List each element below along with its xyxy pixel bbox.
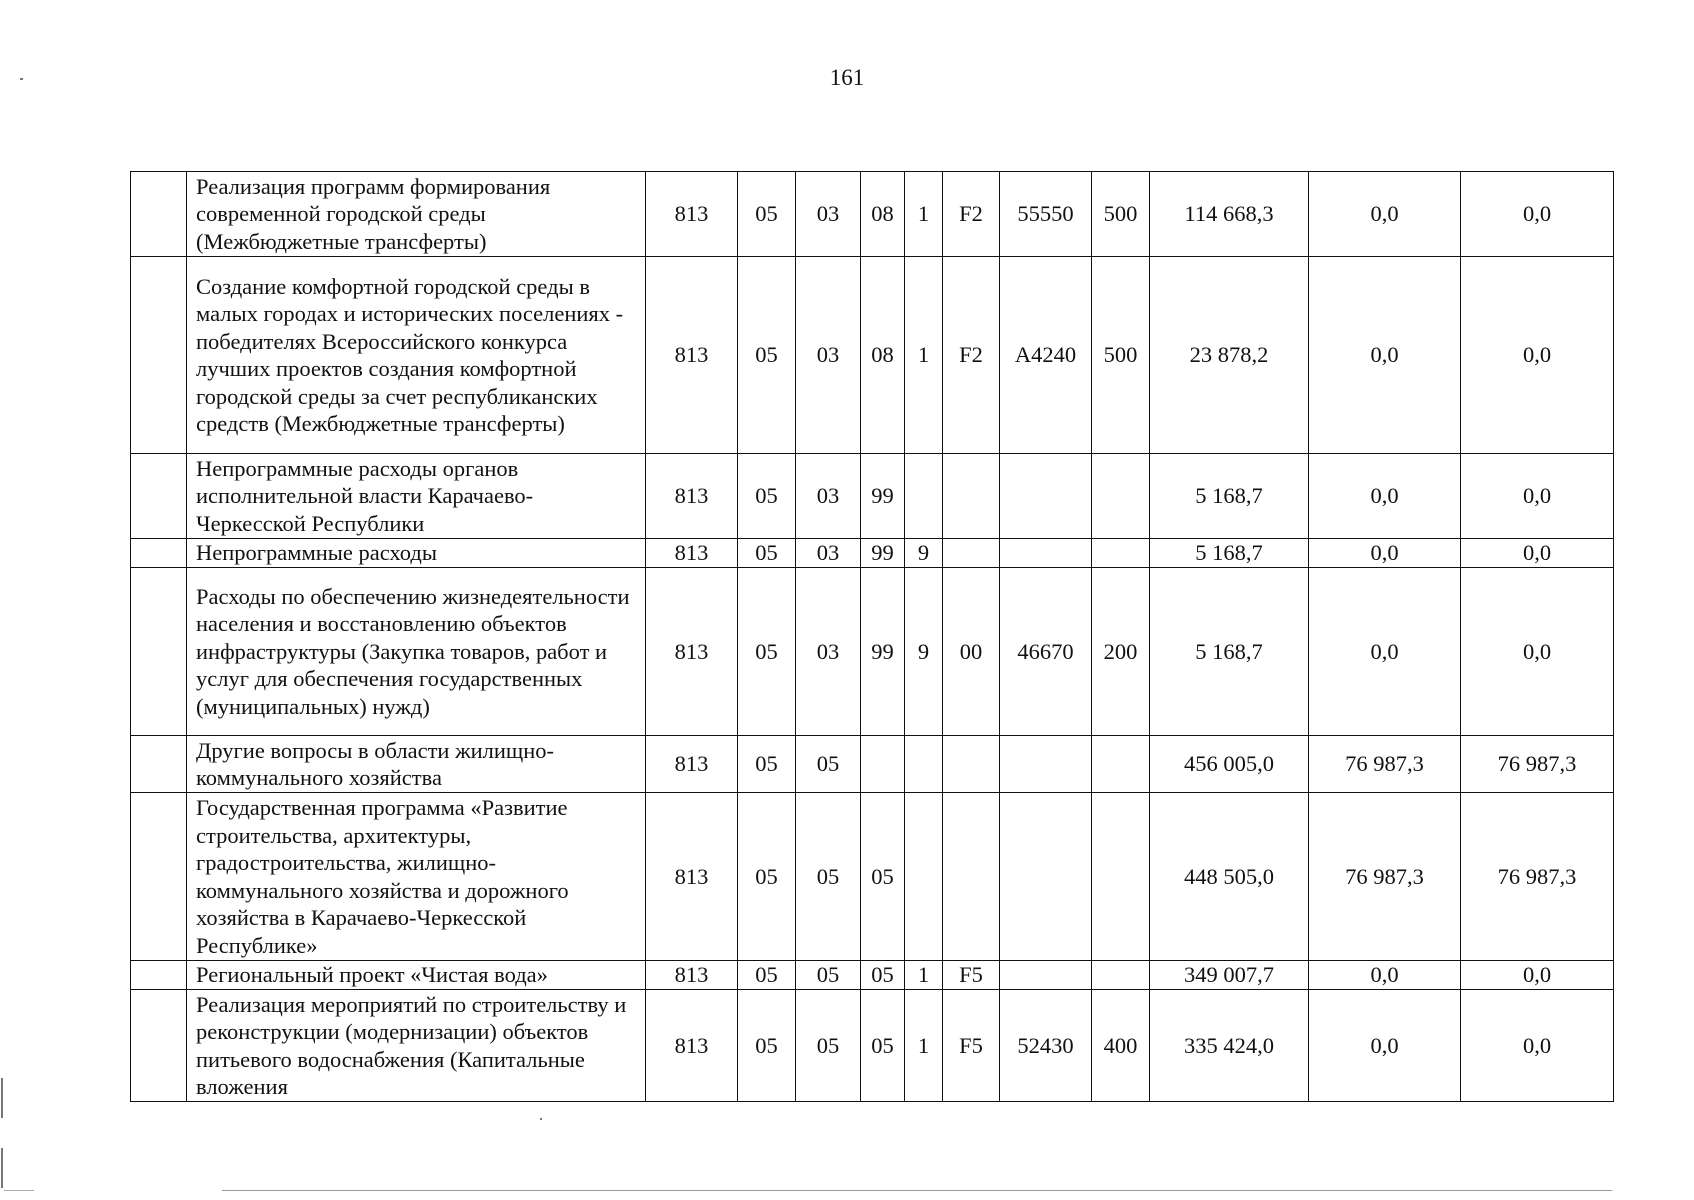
budget-table	[130, 171, 1614, 1102]
project-code-cell: F5	[943, 990, 1000, 1102]
expense-name-cell: Непрограммные расходы органов исполнительной власти Карачаево-Черкесской Республики	[187, 454, 646, 539]
project-code-cell: 00	[943, 568, 1000, 736]
expense-type-cell	[1092, 454, 1150, 539]
table-row	[131, 257, 1614, 454]
subsection-code-cell: 03	[796, 568, 861, 736]
subsection-code-cell: 05	[796, 736, 861, 793]
project-code-cell: F2	[943, 172, 1000, 257]
expense-name-cell: Региональный проект «Чистая вода»	[187, 961, 646, 990]
expense-type-cell: 200	[1092, 568, 1150, 736]
amount-year1-cell: 456 005,0	[1150, 736, 1309, 793]
expense-name-cell: Другие вопросы в области жилищно-коммунального хозяйства	[187, 736, 646, 793]
amount-year2-cell: 0,0	[1309, 990, 1461, 1102]
expense-type-cell: 400	[1092, 990, 1150, 1102]
subsection-code-cell: 05	[796, 961, 861, 990]
page-number: 161	[829, 65, 865, 90]
program-code-cell	[861, 736, 905, 793]
row-number-cell	[131, 736, 187, 793]
table-row	[131, 736, 1614, 793]
amount-year2-cell: 76 987,3	[1309, 793, 1461, 961]
subprogram-code-cell	[905, 793, 943, 961]
expense-name-cell: Государственная программа «Развитие строительства, архитектуры, градостроительства, жилищно-коммунального хозяйства и дорожного хозяйства в Карачаево-Черкесской Республике»	[187, 793, 646, 961]
subprogram-code-cell: 9	[905, 568, 943, 736]
expense-type-cell	[1092, 539, 1150, 568]
subsection-code-cell: 05	[796, 990, 861, 1102]
subprogram-code-cell	[905, 736, 943, 793]
ministry-code-cell: 813	[646, 961, 738, 990]
expense-name-cell: Непрограммные расходы	[187, 539, 646, 568]
amount-year1-cell: 114 668,3	[1150, 172, 1309, 257]
program-code-cell: 05	[861, 961, 905, 990]
program-code-cell: 05	[861, 793, 905, 961]
amount-year2-cell: 0,0	[1309, 539, 1461, 568]
amount-year1-cell: 5 168,7	[1150, 454, 1309, 539]
project-code-cell: F5	[943, 961, 1000, 990]
direction-code-cell	[1000, 736, 1092, 793]
row-number-cell	[131, 454, 187, 539]
section-code-cell: 05	[738, 539, 796, 568]
amount-year1-cell: 448 505,0	[1150, 793, 1309, 961]
subsection-code-cell: 03	[796, 539, 861, 568]
ministry-code-cell: 813	[646, 568, 738, 736]
subprogram-code-cell: 9	[905, 539, 943, 568]
program-code-cell: 05	[861, 990, 905, 1102]
amount-year2-cell: 0,0	[1309, 257, 1461, 454]
amount-year3-cell: 76 987,3	[1461, 793, 1614, 961]
subprogram-code-cell	[905, 454, 943, 539]
amount-year2-cell: 76 987,3	[1309, 736, 1461, 793]
expense-name-cell: Реализация программ формирования современной городской среды (Межбюджетные трансферты)	[187, 172, 646, 257]
amount-year3-cell: 0,0	[1461, 172, 1614, 257]
ministry-code-cell: 813	[646, 736, 738, 793]
amount-year1-cell: 335 424,0	[1150, 990, 1309, 1102]
program-code-cell: 99	[861, 539, 905, 568]
direction-code-cell: 55550	[1000, 172, 1092, 257]
ministry-code-cell: 813	[646, 990, 738, 1102]
section-code-cell: 05	[738, 568, 796, 736]
section-code-cell: 05	[738, 257, 796, 454]
expense-type-cell	[1092, 961, 1150, 990]
scan-bottom-line-left	[4, 1190, 34, 1191]
amount-year3-cell: 0,0	[1461, 454, 1614, 539]
project-code-cell	[943, 454, 1000, 539]
program-code-cell: 99	[861, 454, 905, 539]
section-code-cell: 05	[738, 961, 796, 990]
row-number-cell	[131, 539, 187, 568]
project-code-cell	[943, 539, 1000, 568]
direction-code-cell	[1000, 793, 1092, 961]
program-code-cell: 08	[861, 172, 905, 257]
expense-type-cell: 500	[1092, 257, 1150, 454]
subsection-code-cell: 03	[796, 454, 861, 539]
expense-name-cell: Реализация мероприятий по строительству и реконструкции (модернизации) объектов питьевого водоснабжения (Капитальные вложения	[187, 990, 646, 1102]
scan-edge-mark	[1, 1148, 3, 1188]
subsection-code-cell: 03	[796, 172, 861, 257]
section-code-cell: 05	[738, 454, 796, 539]
scan-dot	[20, 78, 23, 80]
table-row	[131, 961, 1614, 990]
subprogram-code-cell: 1	[905, 257, 943, 454]
project-code-cell: F2	[943, 257, 1000, 454]
amount-year1-cell: 349 007,7	[1150, 961, 1309, 990]
table-row	[131, 172, 1614, 257]
amount-year3-cell: 0,0	[1461, 539, 1614, 568]
expense-type-cell	[1092, 736, 1150, 793]
direction-code-cell: 52430	[1000, 990, 1092, 1102]
amount-year1-cell: 5 168,7	[1150, 539, 1309, 568]
row-number-cell	[131, 793, 187, 961]
direction-code-cell	[1000, 539, 1092, 568]
ministry-code-cell: 813	[646, 454, 738, 539]
section-code-cell: 05	[738, 990, 796, 1102]
amount-year2-cell: 0,0	[1309, 454, 1461, 539]
row-number-cell	[131, 961, 187, 990]
section-code-cell: 05	[738, 172, 796, 257]
row-number-cell	[131, 257, 187, 454]
project-code-cell	[943, 736, 1000, 793]
row-number-cell	[131, 568, 187, 736]
amount-year1-cell: 23 878,2	[1150, 257, 1309, 454]
scan-dot	[540, 1118, 542, 1120]
direction-code-cell: А4240	[1000, 257, 1092, 454]
expense-name-cell: Создание комфортной городской среды в малых городах и исторических поселениях - победителях Всероссийского конкурса лучших проектов создания комфортной городской среды за счет республиканских средств (Межбюджетные трансферты)	[187, 257, 646, 454]
table-row	[131, 454, 1614, 539]
direction-code-cell	[1000, 454, 1092, 539]
direction-code-cell: 46670	[1000, 568, 1092, 736]
amount-year2-cell: 0,0	[1309, 568, 1461, 736]
ministry-code-cell: 813	[646, 257, 738, 454]
scan-edge-mark	[1, 1078, 3, 1118]
section-code-cell: 05	[738, 793, 796, 961]
subsection-code-cell: 03	[796, 257, 861, 454]
ministry-code-cell: 813	[646, 539, 738, 568]
amount-year2-cell: 0,0	[1309, 172, 1461, 257]
ministry-code-cell: 813	[646, 172, 738, 257]
amount-year2-cell: 0,0	[1309, 961, 1461, 990]
amount-year1-cell: 5 168,7	[1150, 568, 1309, 736]
program-code-cell: 99	[861, 568, 905, 736]
amount-year3-cell: 0,0	[1461, 568, 1614, 736]
ministry-code-cell: 813	[646, 793, 738, 961]
row-number-cell	[131, 172, 187, 257]
project-code-cell	[943, 793, 1000, 961]
expense-type-cell	[1092, 793, 1150, 961]
direction-code-cell	[1000, 961, 1092, 990]
scan-bottom-line	[222, 1190, 1612, 1191]
subprogram-code-cell: 1	[905, 990, 943, 1102]
subprogram-code-cell: 1	[905, 961, 943, 990]
amount-year3-cell: 0,0	[1461, 961, 1614, 990]
amount-year3-cell: 0,0	[1461, 990, 1614, 1102]
amount-year3-cell: 0,0	[1461, 257, 1614, 454]
table-row	[131, 539, 1614, 568]
table-row	[131, 990, 1614, 1102]
row-number-cell	[131, 990, 187, 1102]
expense-name-cell: Расходы по обеспечению жизнедеятельности населения и восстановлению объектов инфраструктуры (Закупка товаров, работ и услуг для обеспечения государственных (муниципальных) нужд)	[187, 568, 646, 736]
table-row	[131, 568, 1614, 736]
section-code-cell: 05	[738, 736, 796, 793]
table-row	[131, 793, 1614, 961]
amount-year3-cell: 76 987,3	[1461, 736, 1614, 793]
program-code-cell: 08	[861, 257, 905, 454]
expense-type-cell: 500	[1092, 172, 1150, 257]
subprogram-code-cell: 1	[905, 172, 943, 257]
subsection-code-cell: 05	[796, 793, 861, 961]
